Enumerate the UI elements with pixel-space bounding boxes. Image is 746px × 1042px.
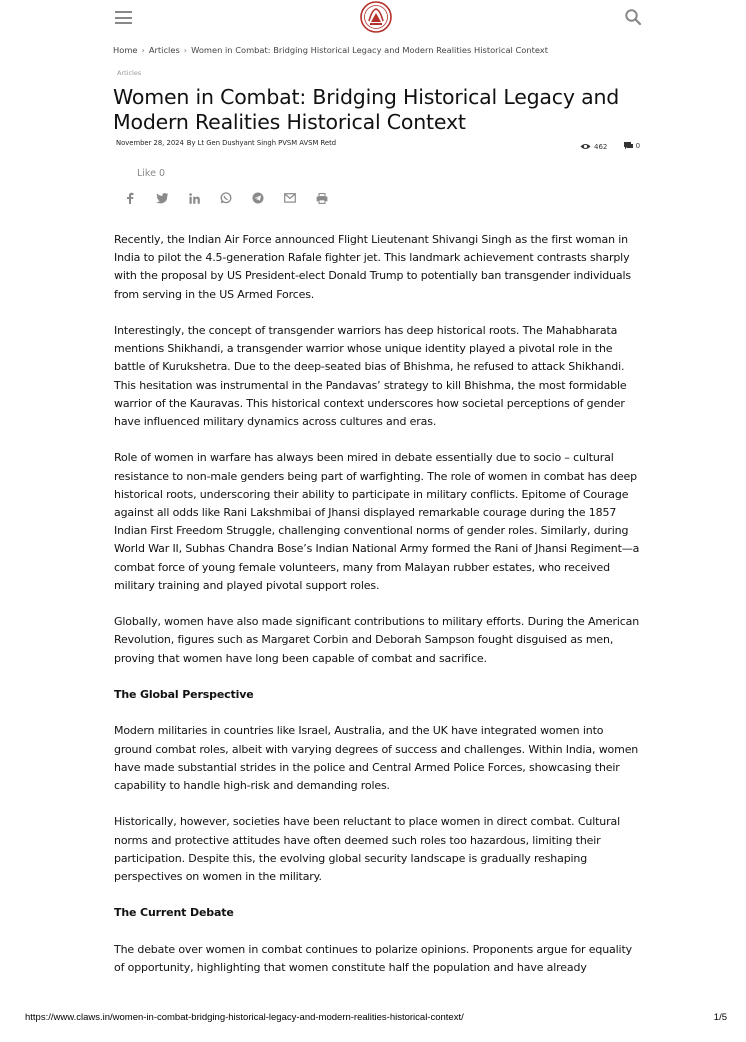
breadcrumb-home[interactable]: Home bbox=[113, 45, 138, 55]
author-byline[interactable]: By Lt Gen Dushyant Singh PVSM AVSM Retd bbox=[186, 139, 337, 147]
section-heading: The Global Perspective bbox=[114, 688, 254, 702]
comments-count: 0 bbox=[635, 142, 641, 150]
views-stat bbox=[580, 143, 607, 151]
breadcrumb bbox=[113, 45, 548, 55]
publish-date: November 28, 2024 bbox=[116, 139, 184, 147]
article-paragraph: The debate over women in combat continues to polarize opinions. Proponents argue for equality of opportunity, highlighting that women constitute half the population and have already bbox=[114, 942, 632, 974]
share-bar bbox=[122, 191, 330, 205]
eye-icon bbox=[580, 143, 591, 150]
article-stats bbox=[580, 142, 640, 152]
print-icon[interactable] bbox=[314, 191, 330, 205]
like-button[interactable] bbox=[137, 168, 165, 179]
article-meta bbox=[116, 139, 336, 147]
top-bar bbox=[0, 0, 746, 38]
facebook-icon[interactable] bbox=[122, 191, 138, 205]
section-heading: The Current Debate bbox=[114, 906, 234, 920]
like-count: 0 bbox=[158, 168, 166, 179]
page-number: 1/5 bbox=[713, 1012, 727, 1023]
twitter-icon[interactable] bbox=[154, 191, 170, 205]
breadcrumb-current: Women in Combat: Bridging Historical Legacy and Modern Realities Historical Context bbox=[191, 45, 548, 55]
claws-logo[interactable] bbox=[360, 1, 392, 33]
footer-url: https://www.claws.in/women-in-combat-bridging-historical-legacy-and-modern-realities-historical-context/ bbox=[25, 1012, 464, 1023]
breadcrumb-articles[interactable]: Articles bbox=[148, 45, 180, 55]
search-icon[interactable] bbox=[624, 8, 642, 26]
page-title: Women in Combat: Bridging Historical Legacy and Modern Realities Historical Context bbox=[113, 85, 620, 134]
views-count: 462 bbox=[594, 142, 608, 151]
article-body bbox=[114, 231, 642, 995]
linkedin-icon[interactable] bbox=[186, 191, 202, 205]
breadcrumb-separator: › bbox=[141, 45, 145, 55]
like-label: Like bbox=[137, 168, 156, 179]
email-icon[interactable] bbox=[282, 191, 298, 205]
article-paragraph: Recently, the Indian Air Force announced Flight Lieutenant Shivangi Singh as the first woman in India to pilot the 4.5-generation Rafale fighter jet. This landmark achievement contrasts sharply with the proposal by US President-elect Donald Trump to potentially ban transgender individuals from serving in the US Armed Forces. bbox=[114, 233, 631, 301]
comments-stat[interactable] bbox=[624, 142, 640, 150]
hamburger-menu-icon[interactable] bbox=[115, 11, 132, 24]
emblem-icon bbox=[360, 1, 392, 33]
article-paragraph: Role of women in warfare has always been mired in debate essentially due to socio – cultural resistance to non-male genders being part of warfighting. The role of women in combat has deep historical roots, underscoring their ability to participate in military conflicts. Epitome of Courage against all odds like Rani Lakshmibai of Jhansi displayed remarkable courage during the 1857 Indian First Freedom Struggle, challenging conventional norms of gender roles. Similarly, during World War II, Subhas Chandra Bose’s Indian National Army formed the Rani of Jhansi Regiment—a combat force of young female volunteers, many from Malayan rubber estates, who received military training and played pivotal support roles. bbox=[114, 451, 640, 592]
article-paragraph: Interestingly, the concept of transgender warriors has deep historical roots. The Mahabharata mentions Shikhandi, a transgender warrior whose unique identity played a pivotal role in the battle of Kurukshetra. Due to the deep-seated bias of Bhishma, he refused to attack Shikhandi. This hesitation was instrumental in the Pandavas’ strategy to kill Bhishma, the most formidable warrior of the Kauravas. This historical context underscores how societal perceptions of gender have influenced military dynamics across cultures and eras. bbox=[114, 324, 627, 429]
whatsapp-icon[interactable] bbox=[218, 191, 234, 205]
article-paragraph: Modern militaries in countries like Israel, Australia, and the UK have integrated women into ground combat roles, albeit with varying degrees of success and challenges. Within India, women have made substantial strides in the police and Central Armed Police Forces, showcasing their capability to handle high-risk and demanding roles. bbox=[114, 724, 639, 793]
article-paragraph: Historically, however, societies have been reluctant to place women in direct combat. Cultural norms and protective attitudes have often deemed such roles too hazardous, limiting their participation. Despite this, the evolving global security landscape is gradually reshaping perspectives on women in the military. bbox=[114, 815, 620, 884]
article-paragraph: Globally, women have also made significant contributions to military efforts. During the American Revolution, figures such as Margaret Corbin and Deborah Sampson fought disguised as men, proving that women have long been capable of combat and sacrifice. bbox=[114, 615, 640, 665]
comment-icon bbox=[624, 142, 633, 150]
category-label[interactable]: Articles bbox=[117, 69, 142, 77]
breadcrumb-separator: › bbox=[183, 45, 188, 55]
telegram-icon[interactable] bbox=[250, 191, 266, 205]
